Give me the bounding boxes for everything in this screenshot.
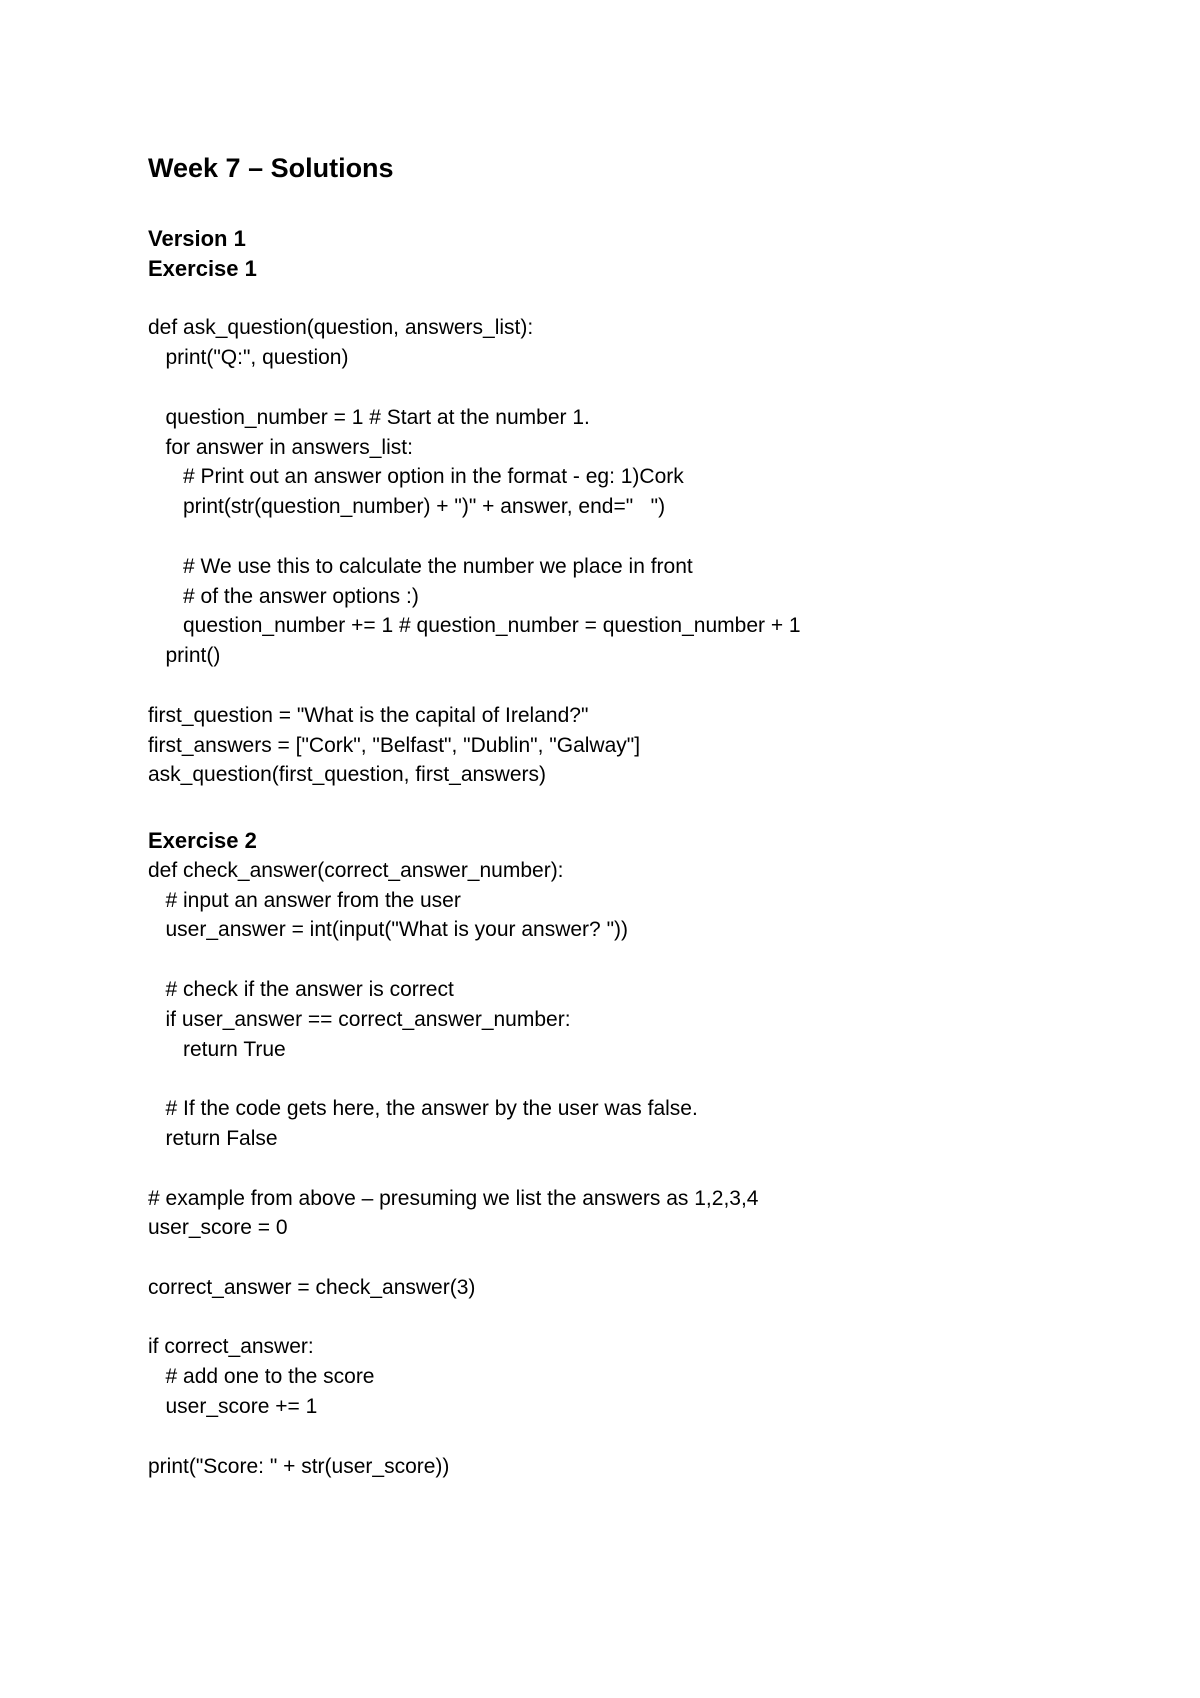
blank-line bbox=[148, 373, 1128, 403]
code-line: def check_answer(correct_answer_number): bbox=[148, 858, 564, 882]
code-line: first_answers = ["Cork", "Belfast", "Dublin", "Galway"] bbox=[148, 733, 641, 757]
code-line: print("Score: " + str(user_score)) bbox=[148, 1454, 450, 1478]
code-line: print() bbox=[148, 644, 221, 668]
blank-line bbox=[148, 1422, 1128, 1452]
exercise-2-code-block bbox=[148, 856, 1128, 1482]
blank-line bbox=[148, 1243, 1128, 1273]
code-line: ask_question(first_question, first_answers) bbox=[148, 763, 547, 787]
code-line: user_score = 0 bbox=[148, 1216, 288, 1240]
version-heading: Version 1 bbox=[148, 226, 246, 251]
code-line: return False bbox=[148, 1126, 278, 1150]
blank-line bbox=[148, 671, 1128, 701]
code-line: # We use this to calculate the number we place in front bbox=[148, 554, 693, 578]
page-title: Week 7 – Solutions bbox=[148, 153, 394, 183]
spacer bbox=[148, 284, 1128, 314]
code-line: first_question = "What is the capital of Ireland?" bbox=[148, 703, 589, 727]
blank-line bbox=[148, 1154, 1128, 1184]
code-line: if user_answer == correct_answer_number: bbox=[148, 1007, 571, 1031]
code-line: correct_answer = check_answer(3) bbox=[148, 1275, 476, 1299]
code-line: user_score += 1 bbox=[148, 1395, 318, 1419]
code-line: return True bbox=[148, 1037, 286, 1061]
code-line: print("Q:", question) bbox=[148, 346, 349, 370]
code-line: # of the answer options :) bbox=[148, 584, 419, 608]
exercise-1-heading: Exercise 1 bbox=[148, 255, 257, 281]
spacer bbox=[148, 790, 1128, 820]
code-line: for answer in answers_list: bbox=[148, 435, 413, 459]
code-line: user_answer = int(input("What is your answer? ")) bbox=[148, 918, 629, 942]
exercise-2-heading: Exercise 2 bbox=[148, 827, 257, 853]
code-line: # input an answer from the user bbox=[148, 888, 461, 912]
blank-line bbox=[148, 945, 1128, 975]
blank-line bbox=[148, 522, 1128, 552]
code-line: question_number = 1 # Start at the number 1. bbox=[148, 405, 590, 429]
code-line: # check if the answer is correct bbox=[148, 977, 454, 1001]
code-line: def ask_question(question, answers_list): bbox=[148, 316, 534, 340]
code-line: # example from above – presuming we list the answers as 1,2,3,4 bbox=[148, 1186, 759, 1210]
code-line: # If the code gets here, the answer by the user was false. bbox=[148, 1097, 698, 1121]
code-line: print(str(question_number) + ")" + answer, end=" ") bbox=[148, 495, 666, 519]
document-content bbox=[148, 150, 1128, 1481]
exercise-1-code-block bbox=[148, 313, 1128, 790]
code-line: if correct_answer: bbox=[148, 1335, 314, 1359]
code-line: question_number += 1 # question_number = question_number + 1 bbox=[148, 614, 801, 638]
code-line: # Print out an answer option in the format - eg: 1)Cork bbox=[148, 465, 684, 489]
blank-line bbox=[148, 1303, 1128, 1333]
code-line: # add one to the score bbox=[148, 1365, 375, 1389]
blank-line bbox=[148, 1064, 1128, 1094]
